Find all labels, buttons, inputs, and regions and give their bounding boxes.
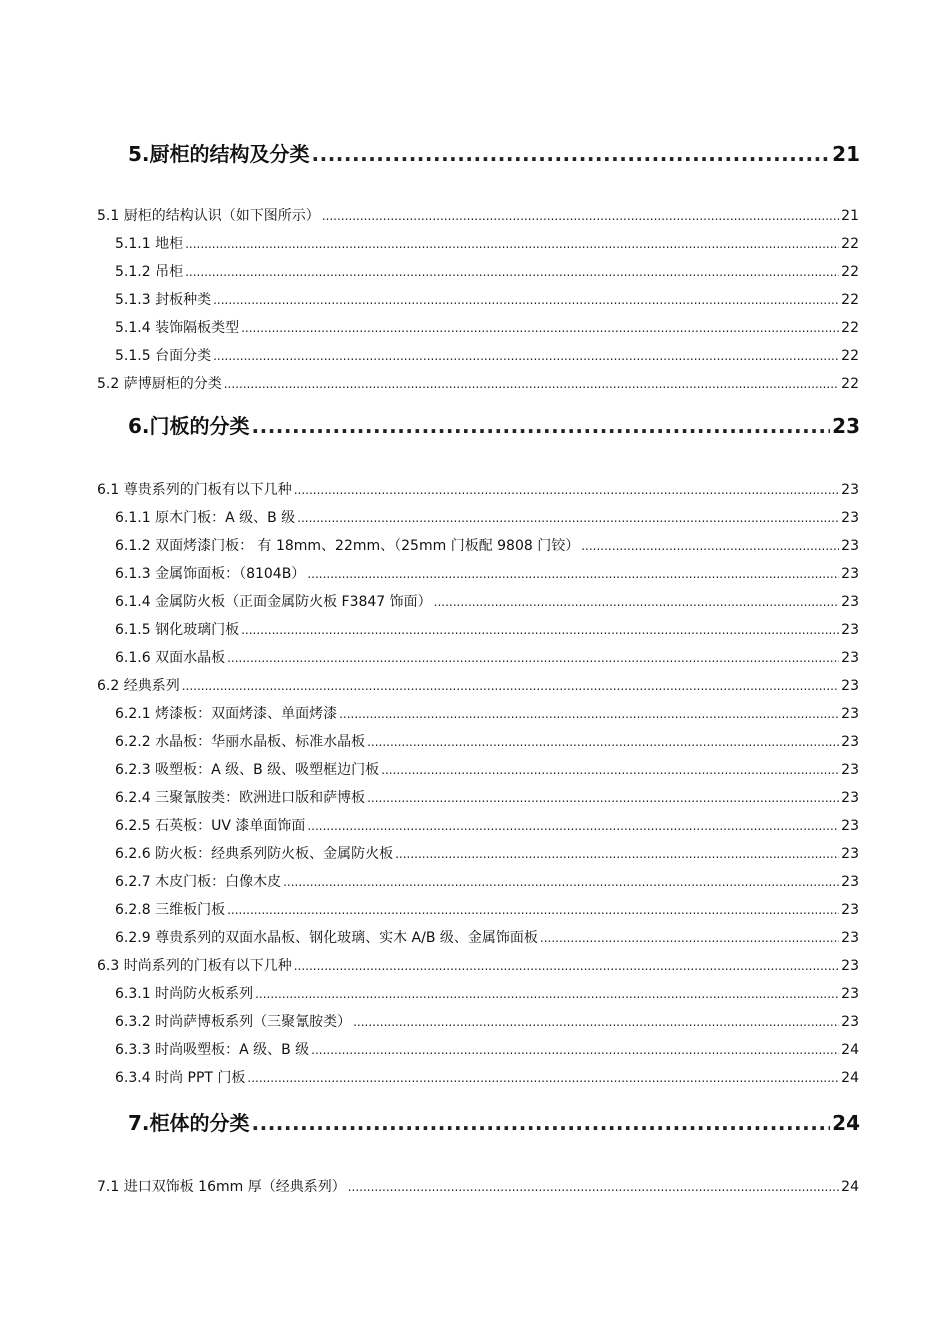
toc-chapter-entry[interactable] (128, 138, 860, 167)
toc-page-number: 23 (841, 902, 859, 918)
toc-dot-leader (581, 539, 839, 553)
toc-entry-title: 6.1.1 原木门板：A 级、B 级 (115, 510, 296, 526)
toc-page-number: 21 (841, 208, 859, 224)
toc-page-number: 23 (841, 930, 859, 946)
toc-dot-leader (322, 209, 839, 223)
toc-entry-title: 6.2 经典系列 (97, 678, 180, 694)
toc-page-number: 24 (841, 1070, 859, 1086)
toc-entry-title: 6.1.5 钢化玻璃门板 (115, 622, 240, 638)
toc-entry-title: 6.3.4 时尚 PPT 门板 (115, 1070, 246, 1086)
toc-entry-title: 5.1.5 台面分类 (115, 348, 212, 364)
toc-page-number: 22 (841, 376, 859, 392)
toc-entry-title: 6.2.6 防火板：经典系列防火板、金属防火板 (115, 846, 394, 862)
toc-entry[interactable] (115, 345, 859, 365)
toc-dot-leader (224, 377, 839, 391)
toc-page-number: 23 (841, 538, 859, 554)
toc-page-number: 23 (841, 734, 859, 750)
toc-entry[interactable] (115, 815, 859, 835)
toc-dot-leader (311, 1043, 839, 1057)
toc-page-number: 23 (841, 622, 859, 638)
toc-entry[interactable] (115, 899, 859, 919)
toc-entry-title: 7.1 进口双饰板 16mm 厚（经典系列） (97, 1179, 346, 1195)
toc-dot-leader (241, 321, 839, 335)
toc-dot-leader (213, 349, 839, 363)
toc-entry[interactable] (115, 927, 859, 947)
toc-dot-leader (353, 1015, 839, 1029)
toc-entry[interactable] (115, 591, 859, 611)
toc-entry[interactable] (115, 787, 859, 807)
toc-entry-title: 6.门板的分类 (128, 414, 250, 438)
toc-entry[interactable] (115, 731, 859, 751)
toc-entry-title: 5.1.1 地柜 (115, 236, 184, 252)
toc-dot-leader (434, 595, 840, 609)
toc-entry[interactable] (97, 1176, 859, 1196)
toc-page-number: 22 (841, 264, 859, 280)
toc-page-number: 23 (841, 566, 859, 582)
toc-dot-leader (213, 293, 839, 307)
toc-entry[interactable] (115, 871, 859, 891)
toc-entry-title: 6.1.3 金属饰面板：（8104B） (115, 566, 306, 582)
toc-dot-leader (348, 1180, 839, 1194)
toc-page-number: 23 (841, 818, 859, 834)
toc-entry[interactable] (97, 479, 859, 499)
toc-entry-title: 6.3 时尚系列的门板有以下几种 (97, 958, 292, 974)
toc-dot-leader (367, 735, 839, 749)
toc-page-number: 23 (841, 650, 859, 666)
toc-entry[interactable] (115, 563, 859, 583)
toc-chapter-entry[interactable] (128, 1107, 860, 1136)
toc-entry-title: 5.1.2 吊柜 (115, 264, 184, 280)
toc-page-number: 23 (841, 874, 859, 890)
toc-dot-leader (241, 623, 839, 637)
toc-entry-title: 6.2.9 尊贵系列的双面水晶板、钢化玻璃、实木 A/B 级、金属饰面板 (115, 930, 538, 946)
toc-dot-leader (294, 483, 839, 497)
toc-entry[interactable] (115, 703, 859, 723)
toc-entry[interactable] (115, 233, 859, 253)
toc-entry-title: 7.柜体的分类 (128, 1111, 250, 1135)
toc-entry-title: 5.厨柜的结构及分类 (128, 142, 310, 166)
toc-entry-title: 6.2.2 水晶板：华丽水晶板、标准水晶板 (115, 734, 366, 750)
toc-page-number: 23 (841, 846, 859, 862)
toc-dot-leader (283, 875, 839, 889)
toc-entry[interactable] (97, 373, 859, 393)
toc-chapter-entry[interactable] (128, 410, 860, 439)
toc-dot-leader (182, 679, 839, 693)
toc-page-number: 22 (841, 320, 859, 336)
toc-page-number: 23 (832, 414, 860, 438)
toc-entry[interactable] (115, 261, 859, 281)
toc-entry[interactable] (115, 619, 859, 639)
toc-entry[interactable] (115, 647, 859, 667)
toc-entry-title: 6.2.3 吸塑板：A 级、B 级、吸塑框边门板 (115, 762, 380, 778)
toc-entry[interactable] (115, 317, 859, 337)
toc-entry[interactable] (115, 289, 859, 309)
toc-dot-leader (395, 847, 839, 861)
toc-page-number: 21 (832, 142, 860, 166)
toc-entry[interactable] (115, 1011, 859, 1031)
toc-dot-leader (227, 903, 839, 917)
toc-entry[interactable] (97, 675, 859, 695)
toc-entry-title: 6.2.7 木皮门板：白像木皮 (115, 874, 282, 890)
toc-dot-leader (247, 1071, 839, 1085)
toc-page-number: 24 (832, 1111, 860, 1135)
toc-page-number: 23 (841, 510, 859, 526)
toc-entry[interactable] (115, 1067, 859, 1087)
toc-entry[interactable] (97, 205, 859, 225)
toc-page-number: 23 (841, 1014, 859, 1030)
toc-dot-leader (381, 763, 839, 777)
toc-dot-leader (540, 931, 839, 945)
toc-entry[interactable] (115, 759, 859, 779)
toc-entry-title: 6.2.5 石英板：UV 漆单面饰面 (115, 818, 306, 834)
toc-page-number: 23 (841, 790, 859, 806)
toc-dot-leader (185, 237, 839, 251)
toc-entry-title: 6.3.1 时尚防火板系列 (115, 986, 254, 1002)
toc-dot-leader (227, 651, 839, 665)
toc-entry-title: 5.1 厨柜的结构认识（如下图所示） (97, 208, 320, 224)
toc-entry-title: 6.1.2 双面烤漆门板： 有 18mm、22mm、（25mm 门板配 9808 门铰） (115, 538, 580, 554)
toc-entry[interactable] (115, 507, 859, 527)
toc-entry-title: 6.2.1 烤漆板：双面烤漆、单面烤漆 (115, 706, 338, 722)
toc-entry-title: 5.1.3 封板种类 (115, 292, 212, 308)
toc-dot-leader (252, 414, 831, 438)
toc-page-number: 23 (841, 958, 859, 974)
toc-page-number: 23 (841, 482, 859, 498)
toc-entry-title: 6.2.4 三聚氰胺类：欧洲进口版和萨博板 (115, 790, 366, 806)
toc-dot-leader (307, 819, 839, 833)
toc-entry-title: 6.1 尊贵系列的门板有以下几种 (97, 482, 292, 498)
toc-entry[interactable] (97, 955, 859, 975)
toc-entry[interactable] (115, 843, 859, 863)
toc-entry-title: 5.2 萨博厨柜的分类 (97, 376, 222, 392)
toc-dot-leader (255, 987, 839, 1001)
toc-page-number: 23 (841, 706, 859, 722)
toc-entry-title: 6.1.4 金属防火板（正面金属防火板 F3847 饰面） (115, 594, 432, 610)
toc-page-number: 24 (841, 1042, 859, 1058)
toc-page-number: 23 (841, 986, 859, 1002)
toc-dot-leader (252, 1111, 831, 1135)
toc-entry-title: 5.1.4 装饰隔板类型 (115, 320, 240, 336)
toc-page-number: 23 (841, 678, 859, 694)
toc-entry[interactable] (115, 1039, 859, 1059)
toc-entry[interactable] (115, 983, 859, 1003)
toc-page-number: 22 (841, 236, 859, 252)
toc-page-number: 23 (841, 762, 859, 778)
toc-entry-title: 6.3.2 时尚萨博板系列（三聚氰胺类） (115, 1014, 352, 1030)
toc-dot-leader (312, 142, 831, 166)
toc-dot-leader (185, 265, 839, 279)
toc-entry-title: 6.1.6 双面水晶板 (115, 650, 226, 666)
toc-dot-leader (367, 791, 839, 805)
toc-dot-leader (339, 707, 839, 721)
toc-page-number: 24 (841, 1179, 859, 1195)
toc-entry[interactable] (115, 535, 859, 555)
toc-dot-leader (307, 567, 839, 581)
toc-page-number: 22 (841, 348, 859, 364)
toc-dot-leader (294, 959, 839, 973)
toc-entry-title: 6.3.3 时尚吸塑板：A 级、B 级 (115, 1042, 310, 1058)
toc-entry-title: 6.2.8 三维板门板 (115, 902, 226, 918)
toc-page-number: 23 (841, 594, 859, 610)
toc-dot-leader (297, 511, 839, 525)
toc-page-number: 22 (841, 292, 859, 308)
